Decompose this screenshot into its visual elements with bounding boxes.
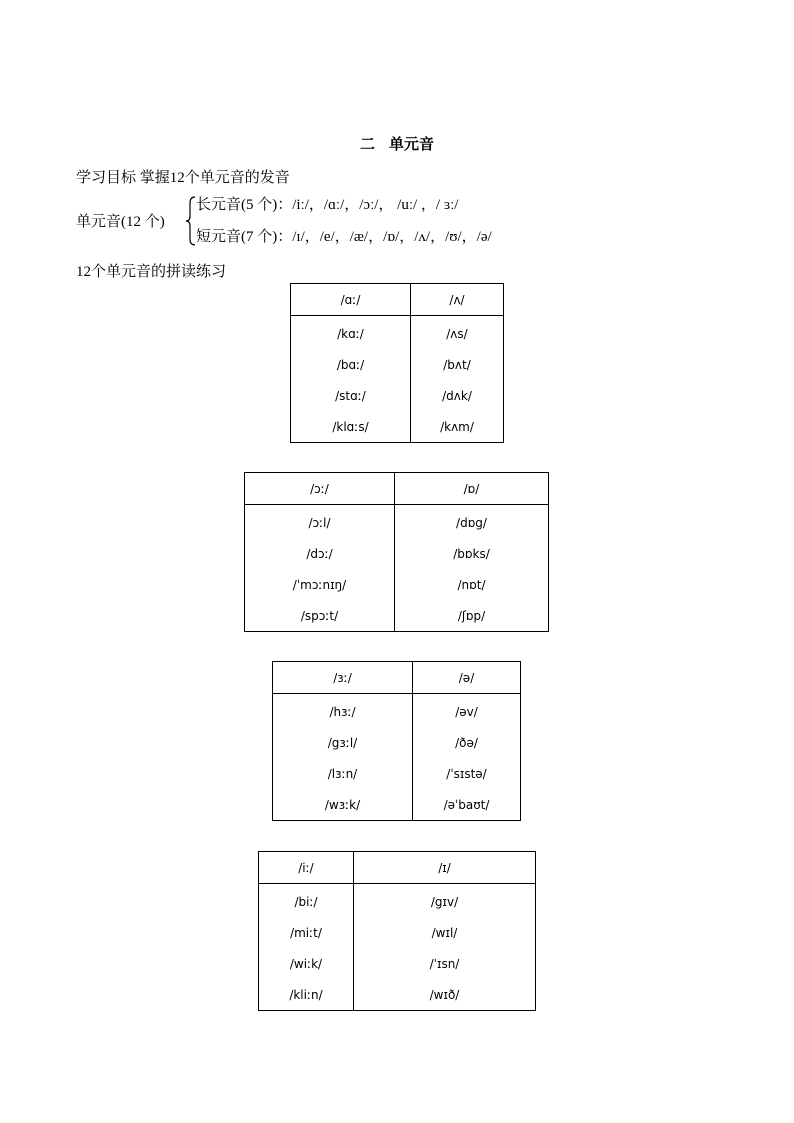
table-header-row	[245, 473, 549, 505]
vowel-table-1	[290, 283, 504, 443]
vowel-table-4	[258, 851, 536, 1011]
practice-title: 12个单元音的拼读练习	[76, 264, 227, 280]
table-row	[259, 979, 536, 1011]
table-cell: /wɪl/	[354, 917, 536, 948]
vowel-table-3	[272, 661, 521, 821]
table-header-cell: /ɔː/	[245, 473, 395, 505]
table-header-row	[273, 662, 521, 694]
table-cell: /dɒg/	[395, 505, 549, 539]
table-row	[245, 505, 549, 539]
short-vowels-line: 短元音(7 个)：/ɪ/，/e/，/æ/，/ɒ/，/ʌ/，/ʊ/，/ə/	[196, 229, 492, 245]
table-cell: /wɪð/	[354, 979, 536, 1011]
table-cell: /gɜːl/	[273, 727, 413, 758]
table-header-cell: /ɪ/	[354, 852, 536, 884]
table-cell: /biː/	[259, 884, 354, 918]
table-cell: /bʌt/	[411, 349, 504, 380]
learning-objective: 学习目标 掌握12个单元音的发音	[76, 170, 290, 186]
table-cell: /wiːk/	[259, 948, 354, 979]
vowel-table-2	[244, 472, 549, 632]
table-row	[259, 917, 536, 948]
table-row	[273, 789, 521, 821]
table-cell: /kliːn/	[259, 979, 354, 1011]
table-cell: /spɔːt/	[245, 600, 395, 632]
table-cell: /gɪv/	[354, 884, 536, 918]
table-cell: /ðə/	[413, 727, 521, 758]
table-header-row	[291, 284, 504, 316]
table-cell: /ˈmɔːnɪŋ/	[245, 569, 395, 600]
table-cell: /dɔː/	[245, 538, 395, 569]
table-header-cell: /ʌ/	[411, 284, 504, 316]
table-row	[291, 316, 504, 350]
table-header-row	[259, 852, 536, 884]
table-cell: /stɑː/	[291, 380, 411, 411]
table-cell: /miːt/	[259, 917, 354, 948]
table-row	[245, 538, 549, 569]
table-row	[291, 349, 504, 380]
section-heading: 单元音	[389, 137, 435, 153]
table-cell: /əv/	[413, 694, 521, 728]
table-row	[259, 884, 536, 918]
table-header-cell: /iː/	[259, 852, 354, 884]
table-row	[273, 758, 521, 789]
table-cell: /ˈɪsn/	[354, 948, 536, 979]
table-cell: /klɑːs/	[291, 411, 411, 443]
table-cell: /ʌs/	[411, 316, 504, 350]
table-cell: /əˈbaʊt/	[413, 789, 521, 821]
section-number: 二	[359, 137, 375, 153]
table-cell: /nɒt/	[395, 569, 549, 600]
table-row	[245, 600, 549, 632]
table-cell: /bɑː/	[291, 349, 411, 380]
classification-label: 单元音(12 个)	[76, 214, 165, 230]
long-vowels-line: 长元音(5 个)：/iː/，/ɑː/，/ɔː/， /uː/ ，/ ɜː/	[196, 197, 459, 213]
table-row	[259, 948, 536, 979]
table-header-cell: /ɒ/	[395, 473, 549, 505]
table-cell: /bɒks/	[395, 538, 549, 569]
table-cell: /ʃɒp/	[395, 600, 549, 632]
table-row	[245, 569, 549, 600]
table-row	[273, 727, 521, 758]
table-header-cell: /ə/	[413, 662, 521, 694]
table-cell: /kʌm/	[411, 411, 504, 443]
table-cell: /ˈsɪstə/	[413, 758, 521, 789]
table-cell: /dʌk/	[411, 380, 504, 411]
table-row	[291, 380, 504, 411]
table-row	[273, 694, 521, 728]
table-header-cell: /ɜː/	[273, 662, 413, 694]
table-cell: /ɔːl/	[245, 505, 395, 539]
table-header-cell: /ɑː/	[291, 284, 411, 316]
table-cell: /hɜː/	[273, 694, 413, 728]
table-row	[291, 411, 504, 443]
table-cell: /lɜːn/	[273, 758, 413, 789]
section-title	[0, 133, 794, 154]
table-cell: /wɜːk/	[273, 789, 413, 821]
table-cell: /kɑː/	[291, 316, 411, 350]
